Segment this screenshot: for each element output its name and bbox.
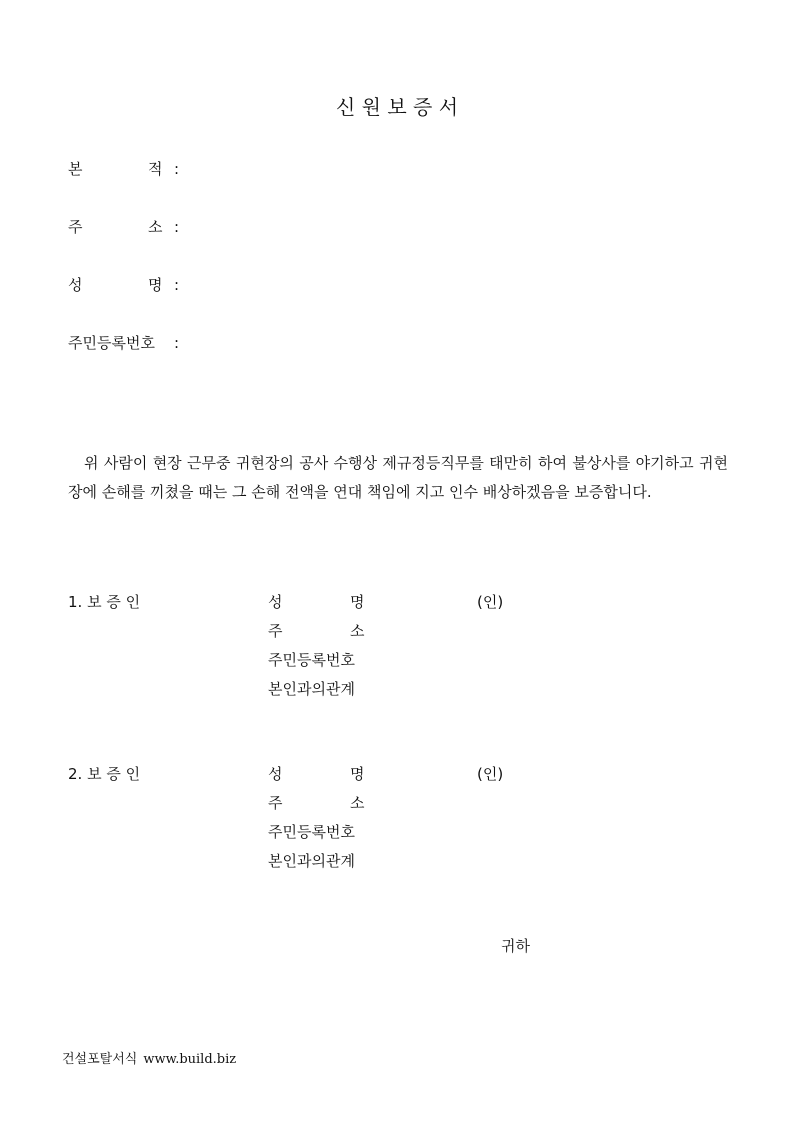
field-resident-number-colon: : (174, 334, 180, 352)
field-name-char1: 성 (68, 276, 83, 294)
guarantor-name-label-a: 성 (268, 593, 283, 611)
footer-source: 건설포탈서식 (62, 1052, 138, 1067)
guarantor-relation-label: 본인과의관계 (268, 852, 355, 870)
field-domicile-colon: : (174, 160, 180, 178)
guarantee-statement: 위 사람이 현장 근무중 귀현장의 공사 수행상 제규정등직무를 태만히 하여 불상사를 야기하고 귀현장에 손해를 끼쳤을 때는 그 손해 전액을 연대 책임에 지고 인수 배상하겠음을 보증합니다. (68, 454, 728, 501)
footer (62, 1053, 236, 1066)
guarantor-address-label-b: 소 (350, 794, 365, 812)
guarantor-resident-number-label: 주민등록번호 (268, 823, 355, 841)
field-name-colon: : (174, 276, 180, 294)
field-address-char2: 소 (148, 218, 163, 236)
guarantor-address-label-a: 주 (268, 794, 283, 812)
closing-addressee: 귀하 (501, 937, 530, 955)
field-domicile-char1: 본 (68, 160, 83, 178)
guarantor-address-label-a: 주 (268, 622, 283, 640)
guarantor-resident-number-label: 주민등록번호 (268, 651, 355, 669)
guarantor-number: 1. 보 증 인 (68, 593, 141, 611)
guarantor-name-label-a: 성 (268, 765, 283, 783)
guarantor-address-label-b: 소 (350, 622, 365, 640)
guarantor-name-label-b: 명 (350, 593, 365, 611)
field-resident-number-label: 주민등록번호 (68, 334, 155, 352)
field-domicile-char2: 적 (148, 160, 163, 178)
guarantor-number: 2. 보 증 인 (68, 765, 141, 783)
guarantor-seal-mark: (인) (477, 593, 504, 611)
footer-url[interactable]: www.build.biz (143, 1052, 237, 1067)
document-title: 신 원 보 증 서 (335, 95, 459, 119)
field-name-char2: 명 (148, 276, 163, 294)
guarantor-name-label-b: 명 (350, 765, 365, 783)
field-address-colon: : (174, 218, 180, 236)
guarantor-relation-label: 본인과의관계 (268, 680, 355, 698)
guarantor-seal-mark: (인) (477, 765, 504, 783)
field-address-char1: 주 (68, 218, 83, 236)
